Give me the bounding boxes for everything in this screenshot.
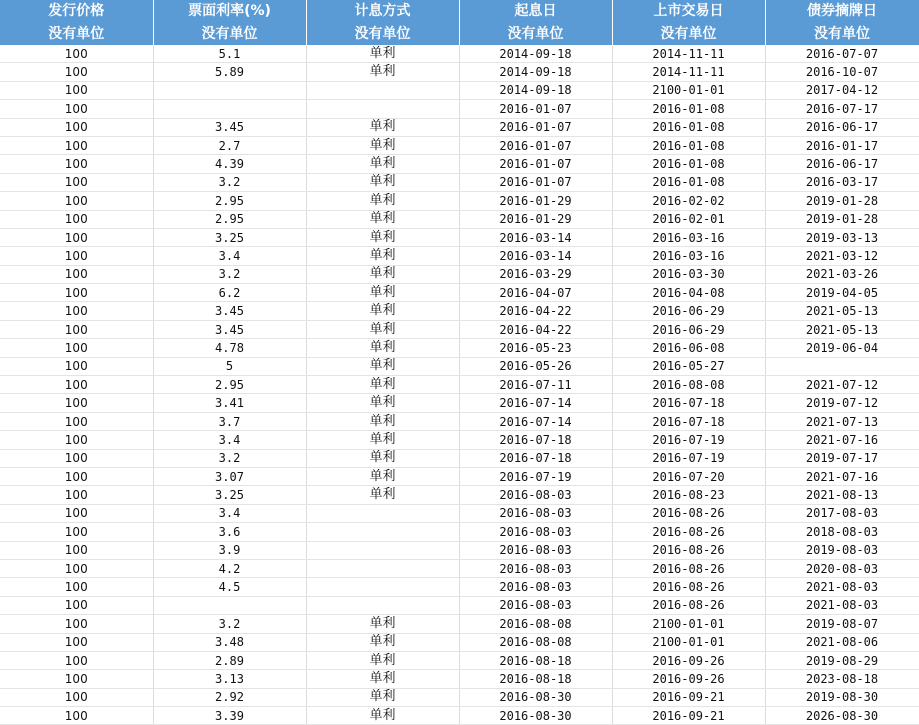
cell-delisting-date[interactable]: 2016-07-17 [765,100,919,118]
cell-coupon-rate[interactable]: 3.2 [153,173,306,191]
cell-issue-price[interactable]: 100 [0,688,153,706]
cell-delisting-date[interactable]: 2021-05-13 [765,320,919,338]
cell-delisting-date[interactable]: 2016-06-17 [765,155,919,173]
cell-coupon-rate[interactable]: 3.45 [153,118,306,136]
cell-value-date[interactable]: 2016-08-08 [459,633,612,651]
cell-delisting-date[interactable]: 2021-07-13 [765,412,919,430]
cell-listing-date[interactable]: 2016-08-26 [612,559,765,577]
cell-issue-price[interactable]: 100 [0,45,153,63]
table-row[interactable] [0,559,919,577]
cell-interest-method[interactable]: 单利 [306,431,459,449]
cell-value-date[interactable]: 2016-04-07 [459,284,612,302]
cell-issue-price[interactable]: 100 [0,155,153,173]
cell-value-date[interactable]: 2016-08-30 [459,707,612,725]
table-row[interactable] [0,596,919,614]
cell-listing-date[interactable]: 2016-09-21 [612,707,765,725]
cell-value-date[interactable]: 2016-08-08 [459,615,612,633]
header-listing-date[interactable]: 上市交易日 [612,0,765,23]
cell-interest-method[interactable] [306,100,459,118]
table-row[interactable] [0,615,919,633]
cell-coupon-rate[interactable]: 3.25 [153,228,306,246]
cell-listing-date[interactable]: 2016-02-01 [612,210,765,228]
header-delisting-date[interactable]: 债券摘牌日 [765,0,919,23]
cell-listing-date[interactable]: 2016-03-30 [612,265,765,283]
cell-value-date[interactable]: 2016-08-18 [459,670,612,688]
cell-issue-price[interactable]: 100 [0,284,153,302]
cell-value-date[interactable]: 2014-09-18 [459,45,612,63]
cell-value-date[interactable]: 2016-03-29 [459,265,612,283]
header-issue-price[interactable]: 发行价格 [0,0,153,23]
cell-value-date[interactable]: 2016-07-14 [459,412,612,430]
cell-coupon-rate[interactable]: 3.45 [153,320,306,338]
cell-interest-method[interactable] [306,559,459,577]
cell-interest-method[interactable]: 单利 [306,247,459,265]
cell-issue-price[interactable]: 100 [0,136,153,154]
cell-issue-price[interactable]: 100 [0,376,153,394]
table-row[interactable] [0,357,919,375]
table-row[interactable] [0,136,919,154]
cell-listing-date[interactable]: 2014-11-11 [612,63,765,81]
cell-interest-method[interactable]: 单利 [306,228,459,246]
table-row[interactable] [0,81,919,99]
cell-listing-date[interactable]: 2016-09-26 [612,651,765,669]
cell-coupon-rate[interactable]: 2.7 [153,136,306,154]
cell-issue-price[interactable]: 100 [0,100,153,118]
cell-listing-date[interactable]: 2016-07-19 [612,431,765,449]
cell-issue-price[interactable]: 100 [0,81,153,99]
cell-delisting-date[interactable]: 2026-08-30 [765,707,919,725]
cell-delisting-date[interactable]: 2017-08-03 [765,504,919,522]
cell-issue-price[interactable]: 100 [0,449,153,467]
cell-coupon-rate[interactable]: 2.92 [153,688,306,706]
cell-delisting-date[interactable]: 2021-07-16 [765,467,919,485]
cell-coupon-rate[interactable]: 3.39 [153,707,306,725]
cell-interest-method[interactable]: 单利 [306,339,459,357]
cell-listing-date[interactable]: 2016-01-08 [612,136,765,154]
cell-delisting-date[interactable]: 2019-07-12 [765,394,919,412]
cell-coupon-rate[interactable]: 4.78 [153,339,306,357]
cell-listing-date[interactable]: 2100-01-01 [612,633,765,651]
cell-listing-date[interactable]: 2016-07-19 [612,449,765,467]
cell-listing-date[interactable]: 2016-07-18 [612,394,765,412]
cell-coupon-rate[interactable]: 3.25 [153,486,306,504]
cell-delisting-date[interactable]: 2017-04-12 [765,81,919,99]
cell-coupon-rate[interactable]: 2.95 [153,192,306,210]
cell-coupon-rate[interactable]: 3.2 [153,615,306,633]
cell-interest-method[interactable]: 单利 [306,63,459,81]
cell-coupon-rate[interactable]: 2.89 [153,651,306,669]
cell-interest-method[interactable]: 单利 [306,394,459,412]
cell-coupon-rate[interactable]: 3.07 [153,467,306,485]
cell-issue-price[interactable]: 100 [0,339,153,357]
cell-value-date[interactable]: 2016-05-23 [459,339,612,357]
cell-coupon-rate[interactable]: 3.4 [153,247,306,265]
cell-listing-date[interactable]: 2016-08-26 [612,596,765,614]
cell-issue-price[interactable]: 100 [0,192,153,210]
cell-listing-date[interactable]: 2016-01-08 [612,155,765,173]
table-row[interactable] [0,394,919,412]
cell-listing-date[interactable]: 2016-03-16 [612,228,765,246]
cell-coupon-rate[interactable]: 3.13 [153,670,306,688]
cell-delisting-date[interactable]: 2019-01-28 [765,210,919,228]
table-row[interactable] [0,578,919,596]
cell-issue-price[interactable]: 100 [0,265,153,283]
cell-listing-date[interactable]: 2016-04-08 [612,284,765,302]
header-unit: 没有单位 [765,23,919,45]
cell-delisting-date[interactable]: 2019-06-04 [765,339,919,357]
table-row[interactable] [0,45,919,63]
cell-value-date[interactable]: 2016-01-07 [459,173,612,191]
table-row[interactable] [0,339,919,357]
cell-delisting-date[interactable]: 2018-08-03 [765,523,919,541]
cell-delisting-date[interactable] [765,357,919,375]
cell-interest-method[interactable]: 单利 [306,210,459,228]
cell-coupon-rate[interactable]: 3.7 [153,412,306,430]
cell-value-date[interactable]: 2016-08-18 [459,651,612,669]
cell-value-date[interactable]: 2016-07-19 [459,467,612,485]
cell-issue-price[interactable]: 100 [0,707,153,725]
cell-listing-date[interactable]: 2016-01-08 [612,173,765,191]
cell-value-date[interactable]: 2016-05-26 [459,357,612,375]
cell-value-date[interactable]: 2016-08-03 [459,523,612,541]
table-row[interactable] [0,320,919,338]
cell-issue-price[interactable]: 100 [0,559,153,577]
header-unit: 没有单位 [306,23,459,45]
cell-delisting-date[interactable]: 2021-07-16 [765,431,919,449]
cell-interest-method[interactable]: 单利 [306,688,459,706]
cell-interest-method[interactable]: 单利 [306,265,459,283]
cell-coupon-rate[interactable]: 2.95 [153,376,306,394]
cell-issue-price[interactable]: 100 [0,247,153,265]
table-header [0,0,919,45]
table-row[interactable] [0,707,919,725]
table-row[interactable] [0,688,919,706]
table-body [0,45,919,725]
cell-coupon-rate[interactable]: 4.2 [153,559,306,577]
cell-delisting-date[interactable]: 2016-10-07 [765,63,919,81]
cell-value-date[interactable]: 2016-03-14 [459,247,612,265]
table-row[interactable] [0,651,919,669]
cell-interest-method[interactable] [306,81,459,99]
cell-delisting-date[interactable]: 2021-08-06 [765,633,919,651]
cell-interest-method[interactable] [306,523,459,541]
cell-value-date[interactable]: 2016-07-18 [459,431,612,449]
cell-listing-date[interactable]: 2016-07-18 [612,412,765,430]
cell-issue-price[interactable]: 100 [0,63,153,81]
cell-value-date[interactable]: 2016-01-29 [459,192,612,210]
cell-delisting-date[interactable]: 2021-08-13 [765,486,919,504]
cell-delisting-date[interactable]: 2016-01-17 [765,136,919,154]
cell-interest-method[interactable]: 单利 [306,284,459,302]
cell-issue-price[interactable]: 100 [0,431,153,449]
cell-coupon-rate[interactable]: 3.41 [153,394,306,412]
cell-coupon-rate[interactable]: 3.2 [153,265,306,283]
cell-value-date[interactable]: 2016-04-22 [459,320,612,338]
table-row[interactable] [0,449,919,467]
cell-coupon-rate[interactable]: 3.45 [153,302,306,320]
cell-delisting-date[interactable]: 2019-07-17 [765,449,919,467]
cell-issue-price[interactable]: 100 [0,320,153,338]
cell-listing-date[interactable]: 2014-11-11 [612,45,765,63]
cell-issue-price[interactable]: 100 [0,541,153,559]
table-row[interactable] [0,284,919,302]
header-value-date[interactable]: 起息日 [459,0,612,23]
cell-issue-price[interactable]: 100 [0,118,153,136]
cell-value-date[interactable]: 2014-09-18 [459,63,612,81]
cell-interest-method[interactable]: 单利 [306,45,459,63]
cell-listing-date[interactable]: 2016-08-26 [612,523,765,541]
cell-delisting-date[interactable]: 2021-05-13 [765,302,919,320]
cell-listing-date[interactable]: 2016-06-08 [612,339,765,357]
table-row[interactable] [0,467,919,485]
cell-listing-date[interactable]: 2016-08-08 [612,376,765,394]
cell-interest-method[interactable]: 单利 [306,449,459,467]
cell-delisting-date[interactable]: 2021-08-03 [765,578,919,596]
header-interest-method[interactable]: 计息方式 [306,0,459,23]
cell-interest-method[interactable]: 单利 [306,118,459,136]
cell-coupon-rate[interactable]: 4.39 [153,155,306,173]
cell-interest-method[interactable] [306,541,459,559]
cell-issue-price[interactable]: 100 [0,357,153,375]
cell-listing-date[interactable]: 2016-08-23 [612,486,765,504]
header-unit: 没有单位 [612,23,765,45]
cell-interest-method[interactable]: 单利 [306,651,459,669]
table-row[interactable] [0,486,919,504]
cell-value-date[interactable]: 2016-08-03 [459,486,612,504]
header-title-row [0,0,919,23]
cell-coupon-rate[interactable]: 5.1 [153,45,306,63]
cell-value-date[interactable]: 2016-01-07 [459,118,612,136]
table-row[interactable] [0,633,919,651]
cell-coupon-rate[interactable] [153,81,306,99]
cell-coupon-rate[interactable]: 3.6 [153,523,306,541]
cell-coupon-rate[interactable]: 3.4 [153,504,306,522]
table-row[interactable] [0,376,919,394]
cell-issue-price[interactable]: 100 [0,633,153,651]
header-unit: 没有单位 [0,23,153,45]
cell-value-date[interactable]: 2016-08-03 [459,578,612,596]
cell-issue-price[interactable]: 100 [0,651,153,669]
cell-delisting-date[interactable]: 2016-07-07 [765,45,919,63]
cell-coupon-rate[interactable] [153,596,306,614]
cell-delisting-date[interactable]: 2021-03-26 [765,265,919,283]
cell-interest-method[interactable] [306,596,459,614]
table-row[interactable] [0,173,919,191]
table-row[interactable] [0,155,919,173]
cell-issue-price[interactable]: 100 [0,578,153,596]
cell-delisting-date[interactable]: 2019-08-30 [765,688,919,706]
cell-listing-date[interactable]: 2016-06-29 [612,302,765,320]
cell-interest-method[interactable] [306,578,459,596]
table-row[interactable] [0,265,919,283]
cell-interest-method[interactable]: 单利 [306,136,459,154]
cell-delisting-date[interactable]: 2016-06-17 [765,118,919,136]
cell-interest-method[interactable]: 单利 [306,320,459,338]
cell-interest-method[interactable]: 单利 [306,412,459,430]
table-row[interactable] [0,192,919,210]
cell-listing-date[interactable]: 2016-08-26 [612,578,765,596]
table-row[interactable] [0,504,919,522]
cell-coupon-rate[interactable]: 6.2 [153,284,306,302]
cell-value-date[interactable]: 2016-01-07 [459,136,612,154]
cell-value-date[interactable]: 2014-09-18 [459,81,612,99]
table-row[interactable] [0,210,919,228]
cell-value-date[interactable]: 2016-08-03 [459,504,612,522]
cell-interest-method[interactable]: 单利 [306,357,459,375]
cell-listing-date[interactable]: 2016-01-08 [612,100,765,118]
cell-listing-date[interactable]: 2016-01-08 [612,118,765,136]
header-unit: 没有单位 [459,23,612,45]
cell-interest-method[interactable]: 单利 [306,376,459,394]
cell-issue-price[interactable]: 100 [0,670,153,688]
cell-coupon-rate[interactable]: 3.9 [153,541,306,559]
cell-coupon-rate[interactable]: 3.4 [153,431,306,449]
cell-interest-method[interactable]: 单利 [306,155,459,173]
cell-listing-date[interactable]: 2016-07-20 [612,467,765,485]
table-row[interactable] [0,431,919,449]
cell-coupon-rate[interactable]: 2.95 [153,210,306,228]
cell-delisting-date[interactable]: 2019-01-28 [765,192,919,210]
cell-interest-method[interactable]: 单利 [306,467,459,485]
cell-value-date[interactable]: 2016-01-07 [459,100,612,118]
cell-value-date[interactable]: 2016-08-03 [459,596,612,614]
cell-delisting-date[interactable]: 2019-04-05 [765,284,919,302]
cell-delisting-date[interactable]: 2019-08-29 [765,651,919,669]
cell-value-date[interactable]: 2016-01-07 [459,155,612,173]
cell-coupon-rate[interactable]: 4.5 [153,578,306,596]
cell-listing-date[interactable]: 2016-03-16 [612,247,765,265]
cell-issue-price[interactable]: 100 [0,615,153,633]
cell-listing-date[interactable]: 2016-09-26 [612,670,765,688]
header-unit-row [0,23,919,45]
cell-listing-date[interactable]: 2016-08-26 [612,504,765,522]
cell-coupon-rate[interactable]: 3.2 [153,449,306,467]
table-row[interactable] [0,118,919,136]
cell-listing-date[interactable]: 2016-09-21 [612,688,765,706]
cell-delisting-date[interactable]: 2019-08-03 [765,541,919,559]
cell-coupon-rate[interactable]: 3.48 [153,633,306,651]
cell-value-date[interactable]: 2016-03-14 [459,228,612,246]
cell-value-date[interactable]: 2016-01-29 [459,210,612,228]
header-unit: 没有单位 [153,23,306,45]
table-row[interactable] [0,100,919,118]
cell-issue-price[interactable]: 100 [0,302,153,320]
cell-issue-price[interactable]: 100 [0,228,153,246]
cell-value-date[interactable]: 2016-08-03 [459,541,612,559]
cell-listing-date[interactable]: 2016-05-27 [612,357,765,375]
cell-issue-price[interactable]: 100 [0,210,153,228]
cell-coupon-rate[interactable]: 5 [153,357,306,375]
table-row[interactable] [0,247,919,265]
cell-value-date[interactable]: 2016-04-22 [459,302,612,320]
cell-interest-method[interactable]: 单利 [306,173,459,191]
cell-interest-method[interactable] [306,504,459,522]
cell-value-date[interactable]: 2016-08-03 [459,559,612,577]
cell-listing-date[interactable]: 2100-01-01 [612,81,765,99]
cell-listing-date[interactable]: 2016-08-26 [612,541,765,559]
cell-delisting-date[interactable]: 2023-08-18 [765,670,919,688]
cell-listing-date[interactable]: 2016-02-02 [612,192,765,210]
cell-interest-method[interactable]: 单利 [306,670,459,688]
table-row[interactable] [0,228,919,246]
cell-issue-price[interactable]: 100 [0,394,153,412]
cell-interest-method[interactable]: 单利 [306,633,459,651]
cell-issue-price[interactable]: 100 [0,523,153,541]
cell-delisting-date[interactable]: 2021-07-12 [765,376,919,394]
cell-value-date[interactable]: 2016-07-18 [459,449,612,467]
cell-interest-method[interactable]: 单利 [306,707,459,725]
cell-delisting-date[interactable]: 2021-08-03 [765,596,919,614]
cell-interest-method[interactable]: 单利 [306,486,459,504]
cell-issue-price[interactable]: 100 [0,486,153,504]
cell-issue-price[interactable]: 100 [0,412,153,430]
cell-coupon-rate[interactable]: 5.89 [153,63,306,81]
table-row[interactable] [0,523,919,541]
cell-interest-method[interactable]: 单利 [306,302,459,320]
cell-value-date[interactable]: 2016-07-11 [459,376,612,394]
header-coupon-rate[interactable]: 票面利率(%) [153,0,306,23]
cell-value-date[interactable]: 2016-07-14 [459,394,612,412]
table-row[interactable] [0,412,919,430]
cell-value-date[interactable]: 2016-08-30 [459,688,612,706]
table-row[interactable] [0,63,919,81]
cell-interest-method[interactable]: 单利 [306,615,459,633]
cell-issue-price[interactable]: 100 [0,173,153,191]
cell-issue-price[interactable]: 100 [0,467,153,485]
cell-delisting-date[interactable]: 2019-03-13 [765,228,919,246]
cell-listing-date[interactable]: 2016-06-29 [612,320,765,338]
cell-issue-price[interactable]: 100 [0,504,153,522]
table-row[interactable] [0,670,919,688]
cell-delisting-date[interactable]: 2021-03-12 [765,247,919,265]
cell-interest-method[interactable]: 单利 [306,192,459,210]
cell-delisting-date[interactable]: 2020-08-03 [765,559,919,577]
table-row[interactable] [0,541,919,559]
cell-listing-date[interactable]: 2100-01-01 [612,615,765,633]
cell-issue-price[interactable]: 100 [0,596,153,614]
cell-delisting-date[interactable]: 2019-08-07 [765,615,919,633]
cell-delisting-date[interactable]: 2016-03-17 [765,173,919,191]
cell-coupon-rate[interactable] [153,100,306,118]
table-row[interactable] [0,302,919,320]
